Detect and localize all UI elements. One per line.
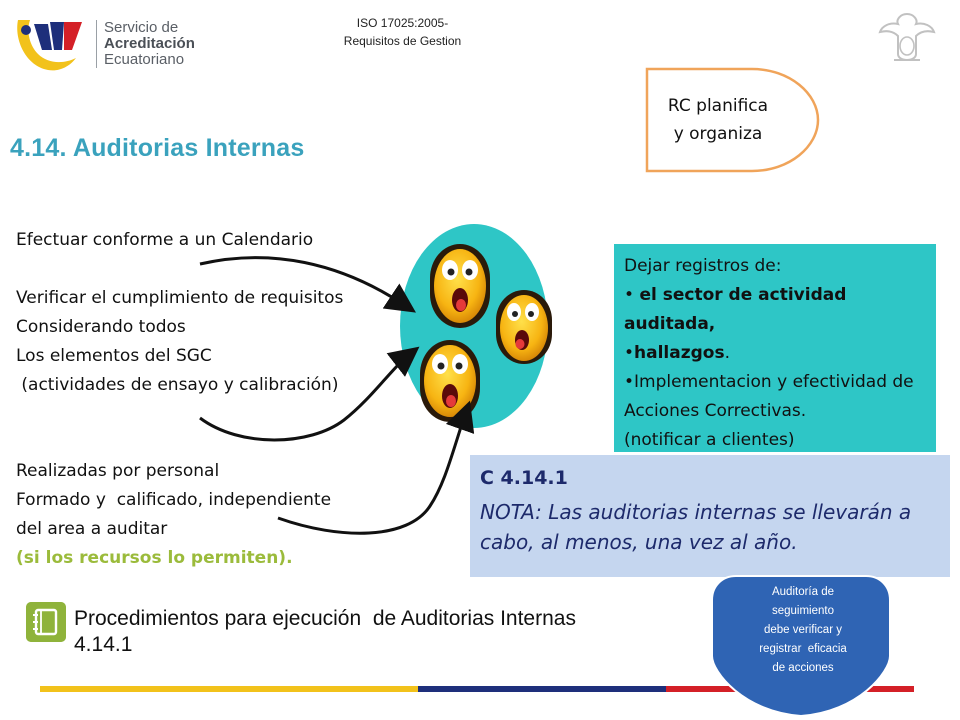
header-subtitle: Requisitos de Gestion <box>343 34 462 48</box>
rc-callout-line-1: RC planifica <box>667 96 769 116</box>
records-item: •Implementacion y efectividad de Acciones Correctivas. <box>624 372 914 421</box>
arrow-icon <box>200 354 410 440</box>
face-icon <box>496 290 552 364</box>
flag-bar-yellow <box>40 686 418 692</box>
followup-line: Auditoría de <box>771 586 834 598</box>
followup-callout <box>740 583 866 678</box>
header-standard: ISO 17025:2005- <box>356 16 449 30</box>
note-text: NOTA: Las auditorias internas se llevarán a cabo, al menos, una vez al año. <box>480 500 912 554</box>
note-box <box>470 455 950 577</box>
note-code: C 4.14.1 <box>480 467 568 489</box>
org-name-line-3: Ecuatoriano <box>104 51 185 68</box>
requirements-line: (actividades de ensayo y calibración) <box>16 375 339 395</box>
followup-line: debe verificar y <box>764 624 842 636</box>
requirements-line: Los elementos del SGC <box>16 346 212 366</box>
procedure-link <box>74 606 576 658</box>
records-item: •hallazgos. <box>624 343 730 363</box>
records-box <box>614 244 936 452</box>
procedure-code: 4.14.1 <box>74 633 133 656</box>
requirements-line: Efectuar conforme a un Calendario <box>16 230 314 250</box>
notebook-icon <box>26 602 66 642</box>
flag-bar-blue <box>418 686 666 692</box>
requirements-line: Considerando todos <box>16 317 186 337</box>
personnel-line: del area a auditar <box>16 519 168 539</box>
records-item: (notificar a clientes) <box>624 430 795 450</box>
org-name-line-2: Acreditación <box>104 35 195 52</box>
rc-callout-line-2: y organiza <box>673 124 763 144</box>
followup-line: registrar eficacia <box>759 643 847 655</box>
procedure-title: Procedimientos para ejecución de Auditorias Internas <box>74 607 576 630</box>
records-item: • el sector de actividad auditada, <box>624 285 847 334</box>
personnel-line: Formado y calificado, independiente <box>16 490 332 510</box>
records-heading: Dejar registros de: <box>624 256 782 276</box>
face-icon <box>420 340 480 422</box>
page-title: 4.14. Auditorias Internas <box>10 134 305 162</box>
arrow-icon <box>200 258 406 306</box>
org-name-line-1: Servicio de <box>104 19 179 36</box>
followup-line: de acciones <box>772 662 834 674</box>
personnel-line: Realizadas por personal <box>16 461 220 481</box>
face-icon <box>430 244 490 328</box>
arrow-icon <box>278 412 466 533</box>
followup-line: seguimiento <box>771 605 834 617</box>
resources-note: (si los recursos lo permiten). <box>16 548 293 568</box>
requirements-line: Verificar el cumplimiento de requisitos <box>16 288 344 308</box>
